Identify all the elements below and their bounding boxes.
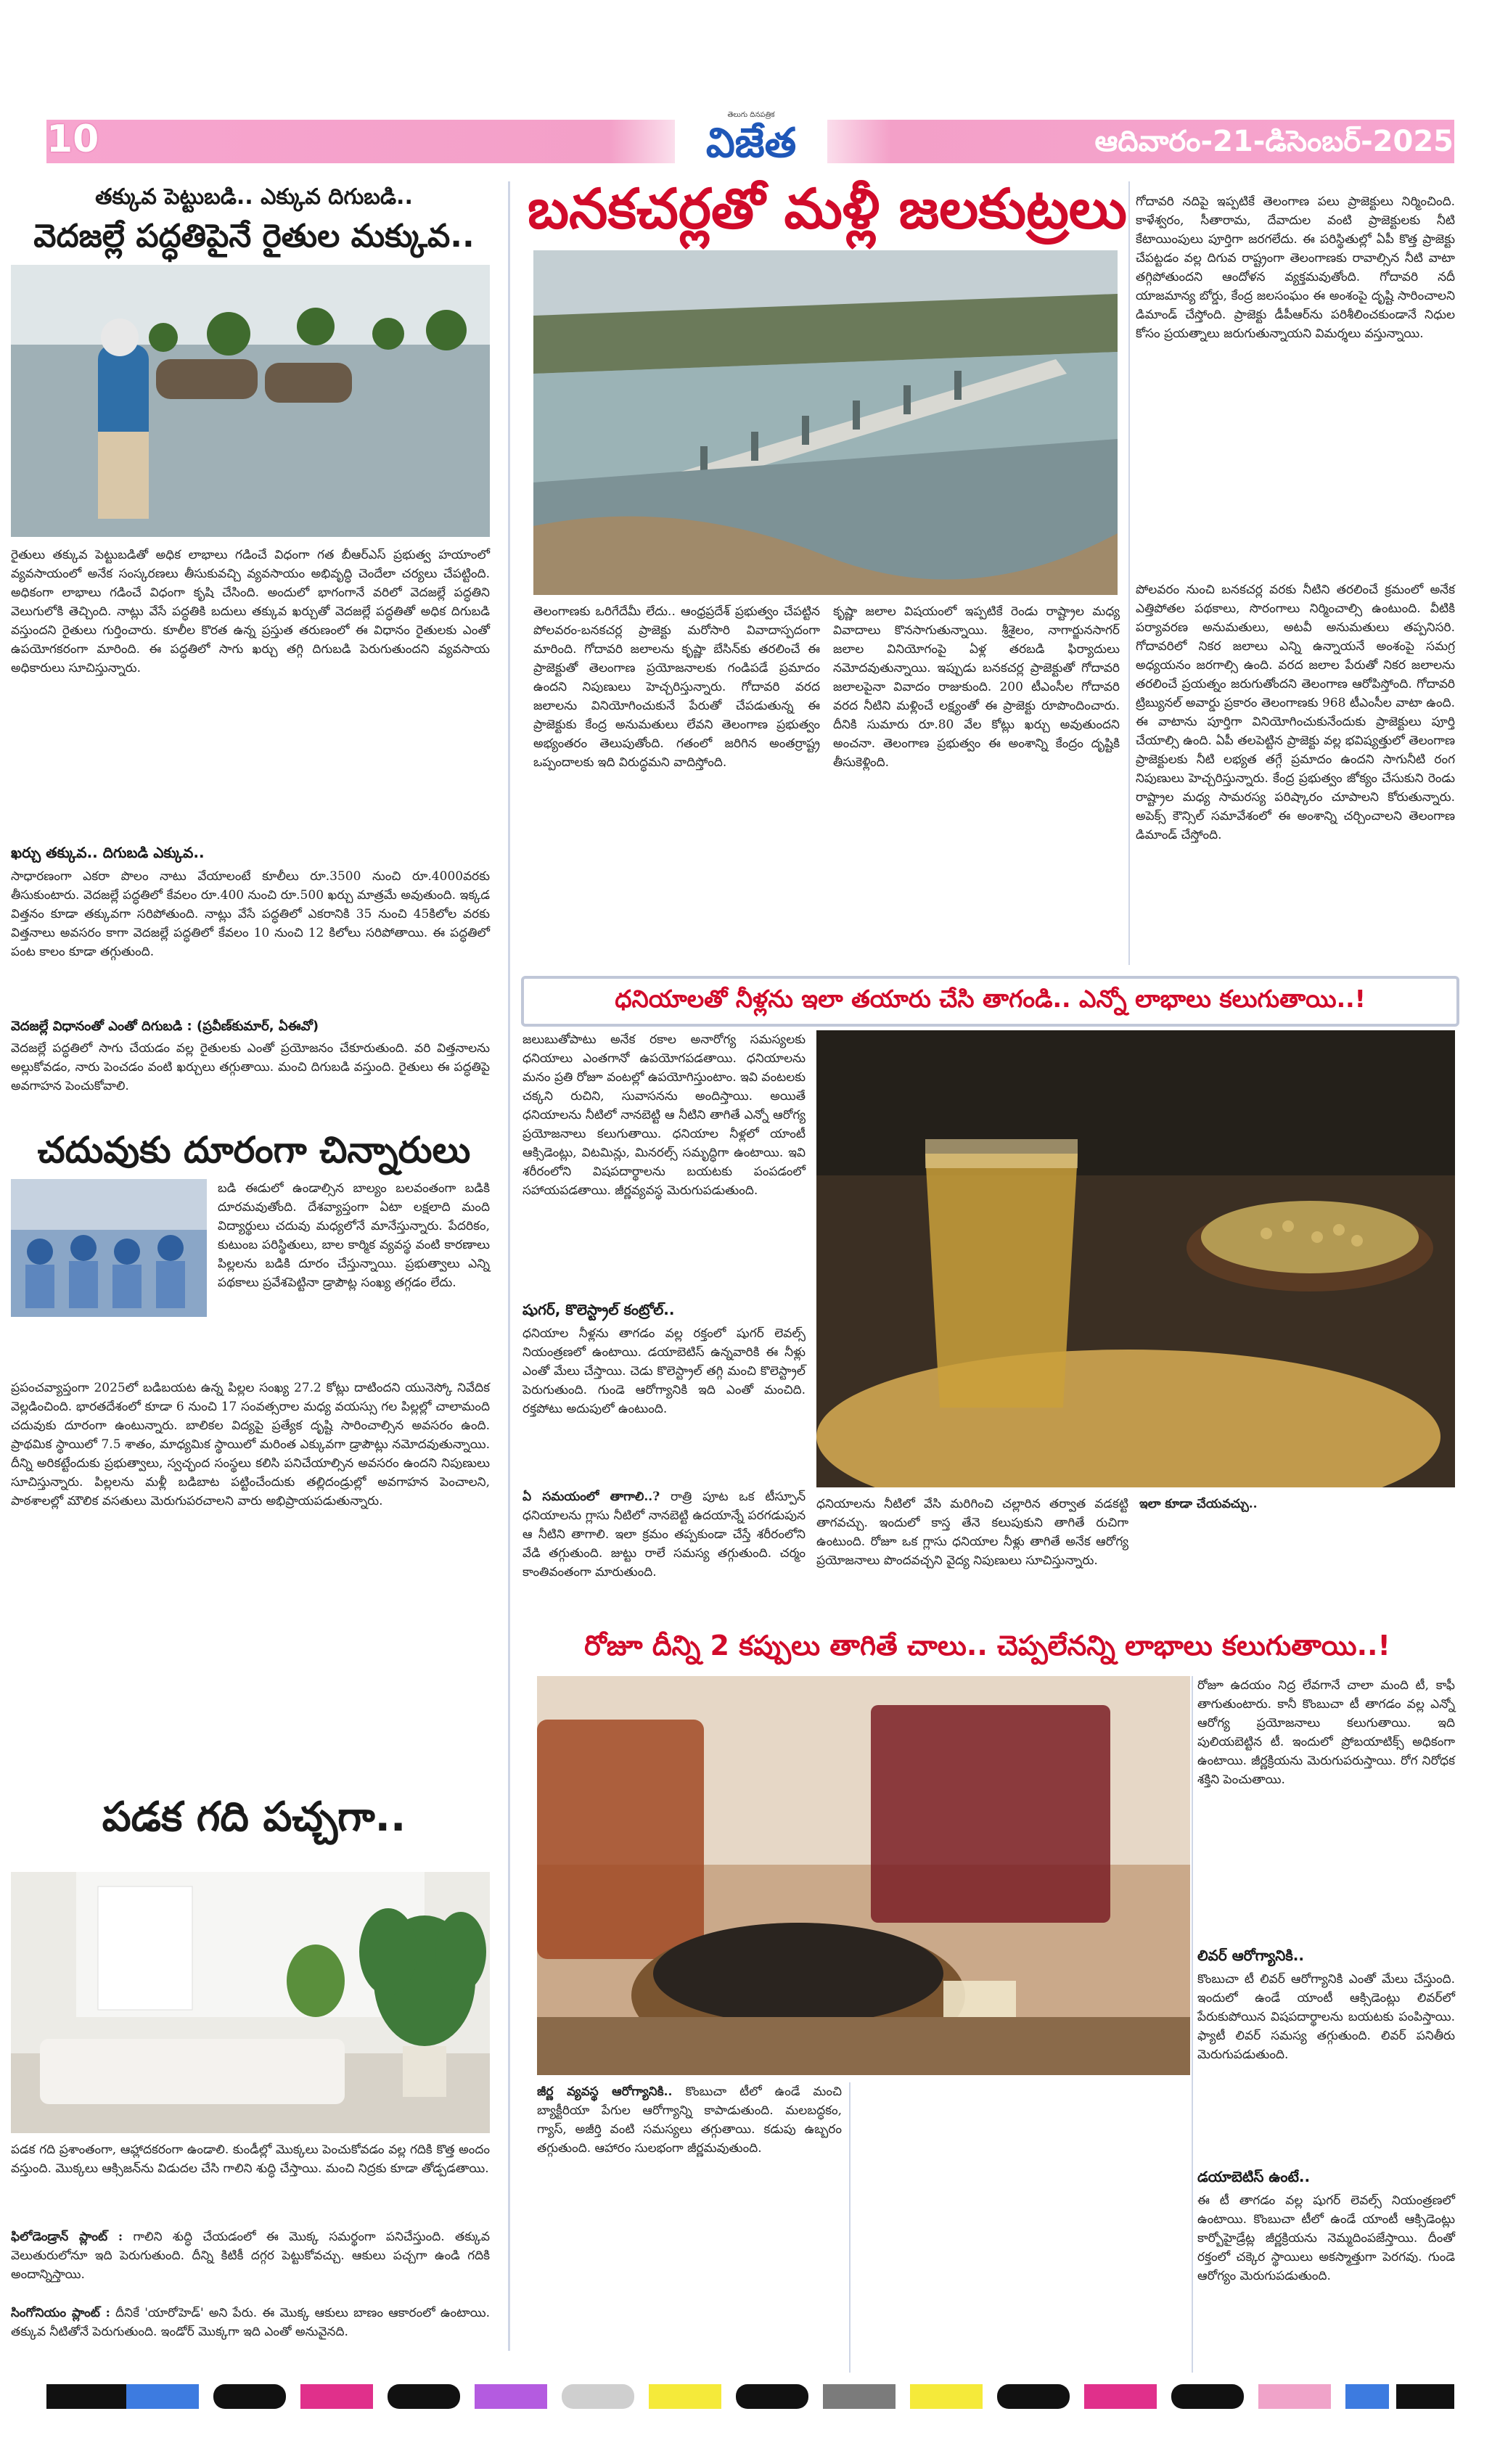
dam-photo: [533, 250, 1118, 595]
left-story1-paragraph3: వెదజల్లే పద్ధతిలో సాగు చేయడం వల్ల రైతులకు ఎంతో ప్రయోజనం చేకూరుతుంది. వరి విత్తనాలను అల్లుకోవడం, నారు పెంచడం వంటి ఖర్చులు తగ్గుతాయి. మంచి దిగుబడి వస్తుంది. రైతులు ఈ పద్ధతిపై అవగాహన పెంచుకోవాలి.: [11, 1041, 490, 1093]
coriander-paragraph3: రాత్రి పూట ఒక టీస్పూన్ ధనియాలను గ్లాసు నీటిలో నానబెట్టి ఉదయాన్నే పరగడుపున ఆ నీటిని తాగాలి. ఇలా క్రమం తప్పకుండా చేస్తే శరీరంలోని వేడి తగ్గుతుంది. జుట్టు రాలే సమస్య తగ్గుతుంది. చర్మం కాంతివంతంగా మారుతుంది.: [522, 1490, 806, 1580]
kombucha-sub1: జీర్ణ వ్యవస్థ ఆరోగ్యానికి..: [537, 2085, 673, 2099]
left-story1-sub1: ఖర్చు తక్కువ.. దిగుబడి ఎక్కువ..: [11, 844, 205, 861]
kombucha-text-overflow: [856, 2082, 1187, 2373]
masthead-title: విజేత: [705, 120, 797, 167]
left-story1-kicker: తక్కువ పెట్టుబడి.. ఎక్కువ దిగుబడి..: [95, 184, 413, 210]
coriander-banner: [521, 976, 1459, 1027]
kombucha-paragraph1: రోజూ ఉదయం నిద్ర లేవగానే చాలా మంది టీ, కాఫీ తాగుతుంటారు. కానీ కొంబుచా టీ తాగడం వల్ల ఎన్నో ఆరోగ్య ప్రయోజనాలు కలుగుతాయి. ఇది పులియబెట్టిన టీ. ఇందులో ప్రోబయాటిక్స్ అధికంగా ఉంటాయి. జీర్ణక్రియను మెరుగుపరుస్తాయి. రోగ నిరోధక శక్తిని పెంచుతాయి.: [1197, 1678, 1455, 1787]
classroom-photo: [11, 1179, 207, 1317]
coriander-paragraph1: జలుబుతోపాటు అనేక రకాల అనారోగ్య సమస్యలకు ధనియాలు ఎంతగానో ఉపయోగపడతాయి. ధనియాలను మనం ప్రతి రోజూ వంటల్లో ఉపయోగిస్తుంటాం. ఇవి వంటలకు చక్కని రుచిని, సువాసనను అందిస్తాయి. అయితే ధనియాలను నీటిలో నానబెట్టి ఆ నీటిని తాగితే ఎన్నో ఆరోగ్య ప్రయోజనాలు కలుగుతాయి. ధనియాల నీళ్లలో యాంటీ ఆక్సిడెంట్లు, విటమిన్లు, మినరల్స్ సమృద్ధిగా ఉంటాయి. ఇవి శరీరంలోని విషపదార్థాలను బయటకు పంపడంలో సహాయపడతాయి. జీర్ణవ్యవస్థ మెరుగుపడుతుంది.: [522, 1032, 806, 1198]
rice-farming-photo: [11, 265, 490, 537]
left-story1-paragraph1: రైతులు తక్కువ పెట్టుబడితో అధిక లాభాలు గడించే విధంగా గత బీఆర్ఎస్ ప్రభుత్వ హయాంలో వ్యవసాయంలో అనేక సంస్కరణలు తీసుకువచ్చి వ్యవసాయం అభివృద్ధి చెందేలా చర్యలు చేపట్టింది. అధికంగా లాభాలు గడించే విధంగా కృషి చేసింది. అందులో భాగంగానే వరిలో వెదజల్లే పద్ధతిని వెలుగులోకి తెచ్చింది. నాట్లు వేసే పద్ధతికి బదులు తక్కువ ఖర్చుతో వెదజల్లే పద్ధతితో అధిక దిగుబడి వస్తుందని రైతులు గుర్తించారు. కూలీల కొరత ఉన్న ప్రస్తుత తరుణంలో ఈ విధానం రైతులకు ఎంతో ఉపయోగకరంగా మారింది. ఈ పద్ధతిలో సాగు ఖర్చు తగ్గి దిగుబడి పెరుగుతుందని వ్యవసాయ అధికారులు సూచిస్తున్నారు.: [11, 548, 490, 675]
page-header: [0, 0, 1500, 181]
left-story3-sub1: ఫిలోడెండ్రాన్ ప్లాంట్ :: [11, 2230, 123, 2244]
kombucha-sub3: డయాబెటిస్ ఉంటే..: [1197, 2168, 1311, 2185]
print-registration-bar: [46, 2384, 1454, 2409]
masthead-logo: [675, 107, 827, 176]
left-story1-paragraph2: సాధారణంగా ఎకరా పొలం నాటు వేయాలంటే కూలీలు రూ.3500 నుంచి రూ.4000వరకు తీసుకుంటారు. వెదజల్లే పద్ధతిలో కేవలం రూ.400 నుంచి రూ.500 ఖర్చు మాత్రమే అవుతుంది. ఇక్కడ విత్తనం కూడా తక్కువగా సరిపోతుంది. నాట్లు వేసే పద్ధతిలో ఎకరానికి 35 నుంచి 45కిలోల వరకు విత్తనాలు అవసరం కాగా వెదజల్లే పద్ధతిలో కేవలం 10 నుంచి 12 కిలోలు సరిపోతాయి. ఈ పద్ధతిలో పంట కాలం కూడా తగ్గుతుంది.: [11, 869, 490, 959]
coriander-paragraph2: ధనియాల నీళ్లను తాగడం వల్ల రక్తంలో షుగర్ లెవల్స్ నియంత్రణలో ఉంటాయి. డయాబెటిస్ ఉన్నవారికి ఈ నీళ్లు ఎంతో మేలు చేస్తాయి. చెడు కొలెస్ట్రాల్ తగ్గి మంచి కొలెస్ట్రాల్ పెరుగుతుంది. గుండె ఆరోగ్యానికి ఇది ఎంతో మంచిది. రక్తపోటు అదుపులో ఉంటుంది.: [522, 1326, 806, 1416]
left-story3-headline: పడక గది పచ్చగా..: [102, 1794, 406, 1841]
left-story3-sub2: సింగోనియం ప్లాంట్ :: [11, 2306, 110, 2320]
coriander-sub3: ఇలా కూడా చేయవచ్చు..: [1139, 1497, 1258, 1511]
coriander-headline: ధనియాలతో నీళ్లను ఇలా తయారు చేసి తాగండి.. ఎన్నో లాభాలు కలుగుతాయి..!: [615, 985, 1366, 1013]
main-story-headline: బనకచర్లతో మళ్లీ జలకుట్రలు: [528, 176, 1127, 241]
coriander-paragraph4: ధనియాలను నీటిలో వేసి మరిగించి చల్లారిన తర్వాత వడకట్టి తాగవచ్చు. ఇందులో కాస్త తేనె కలుపుకుని తాగితే రుచిగా ఉంటుంది. రోజూ ఒక గ్లాసు ధనియాల నీళ్లు తాగితే అనేక ఆరోగ్య ప్రయోజనాలు పొందవచ్చని వైద్య నిపుణులు సూచిస్తున్నారు.: [816, 1497, 1128, 1568]
left-story1-headline: వెదజల్లే పద్ధతిపైనే రైతుల మక్కువ..: [33, 218, 475, 255]
left-story2-paragraph1: బడి ఈడులో ఉండాల్సిన బాల్యం బలవంతంగా బడికి దూరమవుతోంది. దేశవ్యాప్తంగా ఏటా లక్షలాది మంది విద్యార్థులు చదువు మధ్యలోనే మానేస్తున్నారు. పేదరికం, కుటుంబ పరిస్థితులు, బాల కార్మిక వ్యవస్థ వంటి కారణాలు పిల్లలను బడికి దూరం చేస్తున్నాయి. ప్రభుత్వాలు ఎన్ని పథకాలు ప్రవేశపెట్టినా డ్రాపౌట్ల సంఖ్య తగ్గడం లేదు.: [218, 1181, 490, 1290]
left-story1-sub2: వెదజల్లే విధానంతో ఎంతో దిగుబడి : (ప్రవీణ్‌కుమార్, ఏఈవో): [11, 1019, 319, 1034]
main-story-paragraph1: తెలంగాణకు ఒరిగేదేమీ లేదు.. ఆంధ్రప్రదేశ్ ప్రభుత్వం చేపట్టిన పోలవరం-బనకచర్ల ప్రాజెక్టు మరోసారి వివాదాస్పదంగా మారింది. గోదావరి జలాలను కృష్ణా బేసిన్‌కు తరలించే ఈ ప్రాజెక్టుతో తెలంగాణ ప్రయోజనాలకు గండిపడే ప్రమాదం ఉందని నిపుణులు హెచ్చరిస్తున్నారు. గోదావరి వరద జలాలను వినియోగించుకునే పేరుతో చేపడుతున్న ఈ ప్రాజెక్టుకు కేంద్ర అనుమతులు లేవని తెలంగాణ ప్రభుత్వం అభ్యంతరం తెలుపుతోంది. గతంలో జరిగిన అంతర్రాష్ట్ర ఒప్పందాలకు ఇది విరుద్ధమని వాదిస్తోంది.: [533, 604, 820, 770]
left-story3-paragraph2: గాలిని శుద్ధి చేయడంలో ఈ మొక్క సమర్థంగా పనిచేస్తుంది. తక్కువ వెలుతురులోనూ ఇది పెరుగుతుంది. దీన్ని కిటికీ దగ్గర పెట్టుకోవచ్చు. ఆకులు పచ్చగా ఉండి గదికి అందాన్నిస్తాయి.: [11, 2230, 491, 2282]
column-divider: [508, 181, 510, 2351]
main-story-paragraph4: పోలవరం నుంచి బనకచర్ల వరకు నీటిని తరలించే క్రమంలో అనేక ఎత్తిపోతల పథకాలు, సొరంగాలు నిర్మించాల్సి ఉంటుంది. వీటికి పర్యావరణ అనుమతులు, అటవీ అనుమతులు తప్పనిసరి. గోదావరిలో నికర జలాలు ఎన్ని ఉన్నాయనే అంశంపై సమగ్ర అధ్యయనం జరగాల్సి ఉంది. వరద జలాల పేరుతో నికర జలాలను తరలించే ప్రయత్నం జరుగుతోందని తెలంగాణ ఆరోపిస్తోంది. గోదావరి ట్రిబ్యునల్ అవార్డు ప్రకారం తెలంగాణకు 968 టీఎంసీల వాటా ఉంది. ఈ వాటాను పూర్తిగా వినియోగించుకునేందుకు ప్రాజెక్టులు పూర్తి చేయాల్సి ఉంది. ఏపీ తలపెట్టిన ప్రాజెక్టు వల్ల భవిష్యత్తులో తెలంగాణ ప్రాజెక్టులకు నీటి లభ్యత తగ్గే ప్రమాదం ఉందని సాగునీటి రంగ నిపుణులు హెచ్చరిస్తున్నారు. కేంద్ర ప్రభుత్వం జోక్యం చేసుకుని రెండు రాష్ట్రాల మధ్య సామరస్య పరిష్కారం చూపాలని కోరుతున్నారు. అపెక్స్ కౌన్సిల్ సమావేశంలో ఈ అంశాన్ని చర్చించాలని తెలంగాణ డిమాండ్ చేస్తోంది.: [1136, 583, 1455, 842]
main-inner-divider: [1128, 181, 1130, 965]
kombucha-sub2: లివర్ ఆరోగ్యానికి..: [1197, 1947, 1304, 1964]
main-story-paragraph3: కృష్ణా జలాల విషయంలో ఇప్పటికే రెండు రాష్ట్రాల మధ్య వివాదాలు కొనసాగుతున్నాయి. శ్రీశైలం, నాగార్జునసాగర్ జలాల వినియోగంపై ఏళ్ల తరబడి ఫిర్యాదులు నమోదవుతున్నాయి. ఇప్పుడు బనకచర్ల ప్రాజెక్టుతో గోదావరి జలాలపైనా వివాదం రాజుకుంది. 200 టీఎంసీల గోదావరి వరద నీటిని మళ్లించే లక్ష్యంతో ఈ ప్రాజెక్టు రూపొందించారు. దీనికి సుమారు రూ.80 వేల కోట్లు ఖర్చు అవుతుందని అంచనా. తెలంగాణ ప్రభుత్వం ఈ అంశాన్ని కేంద్రం దృష్టికి తీసుకెళ్లింది.: [833, 604, 1120, 770]
kombucha-right-divider: [1192, 1676, 1193, 2373]
coriander-sub2: ఏ సమయంలో తాగాలి..?: [522, 1490, 660, 1504]
page-number: 10: [46, 118, 99, 161]
masthead-tag: తెలుగు దినపత్రిక: [727, 111, 775, 119]
kombucha-paragraph4: ఈ టీ తాగడం వల్ల షుగర్ లెవల్స్ నియంత్రణలో ఉంటాయి. కొంబుచా టీలో ఉండే యాంటీ ఆక్సిడెంట్లు కార్బోహైడ్రేట్ల జీర్ణక్రియను నెమ్మదింపజేస్తాయి. దీంతో రక్తంలో చక్కెర స్థాయిలు అకస్మాత్తుగా పెరగవు. గుండె ఆరోగ్యం మెరుగుపడుతుంది.: [1197, 2193, 1455, 2283]
coriander-para-right-wrap: [1139, 1495, 1451, 1618]
kombucha-inner-divider: [849, 2082, 851, 2373]
coriander-sub1: షుగర్, కొలెస్ట్రాల్ కంట్రోల్..: [522, 1301, 675, 1318]
left-story2-headline: చదువుకు దూరంగా చిన్నారులు: [37, 1129, 471, 1171]
left-story2-paragraph2: ప్రపంచవ్యాప్తంగా 2025లో బడిబయట ఉన్న పిల్లల సంఖ్య 27.2 కోట్లు దాటిందని యునెస్కో నివేదిక వెల్లడించింది. భారతదేశంలో కూడా 6 నుంచి 17 సంవత్సరాల మధ్య వయస్సు గల పిల్లల్లో చాలామంది చదువుకు దూరంగా ఉంటున్నారు. బాలికల విద్యపై ప్రత్యేక దృష్టి సారించాల్సిన అవసరం ఉంది. ప్రాథమిక స్థాయిలో 7.5 శాతం, మాధ్యమిక స్థాయిలో మరింత ఎక్కువగా డ్రాపౌట్లు నమోదవుతున్నాయి. దీన్ని అరికట్టేందుకు ప్రభుత్వాలు, స్వచ్ఛంద సంస్థలు కలిసి పనిచేయాల్సిన అవసరం ఉందని నిపుణులు సూచిస్తున్నారు. పిల్లలను మళ్లీ బడిబాట పట్టించేందుకు తల్లిదండ్రుల్లో అవగాహన పెంచాలని, పాఠశాలల్లో మౌలిక వసతులు మెరుగుపరచాలని వారు అభిప్రాయపడుతున్నారు.: [11, 1381, 490, 1508]
left-story3-paragraph1: పడక గది ప్రశాంతంగా, ఆహ్లాదకరంగా ఉండాలి. కుండీల్లో మొక్కలు పెంచుకోవడం వల్ల గదికి కొత్త అందం వస్తుంది. మొక్కలు ఆక్సిజన్‌ను విడుదల చేసి గాలిని శుద్ధి చేస్తాయి. మంచి నిద్రకు కూడా తోడ్పడతాయి.: [11, 2143, 490, 2176]
left-story3-paragraph3: దీనికే 'యారోహెడ్' అని పేరు. ఈ మొక్క ఆకులు బాణం ఆకారంలో ఉంటాయి. తక్కువ నీటితోనే పెరుగుతుంది. ఇండోర్ మొక్కగా ఇది ఎంతో అనువైనది.: [11, 2306, 490, 2339]
main-story-paragraph2: గోదావరి నదిపై ఇప్పటికే తెలంగాణ పలు ప్రాజెక్టులు నిర్మించింది. కాళేశ్వరం, సీతారామ, దేవాదుల వంటి ప్రాజెక్టులకు నీటి కేటాయింపులు పూర్తిగా జరగలేదు. ఈ పరిస్థితుల్లో ఏపీ కొత్త ప్రాజెక్టు చేపట్టడం వల్ల దిగువ రాష్ట్రంగా తెలంగాణకు రావాల్సిన నీటి వాటా తగ్గిపోతుందని ఆందోళన వ్యక్తమవుతోంది. గోదావరి నదీ యాజమాన్య బోర్డు, కేంద్ర జలసంఘం ఈ అంశంపై దృష్టి సారించాలని డిమాండ్ చేస్తోంది. ప్రాజెక్టు డీపీఆర్‌ను పరిశీలించకుండానే నిధుల కోసం ప్రయత్నాలు జరుగుతున్నాయని విమర్శలు వస్తున్నాయి.: [1136, 194, 1455, 341]
kombucha-paragraph2: కొంబుచా టీలో ఉండే మంచి బ్యాక్టీరియా పేగుల ఆరోగ్యాన్ని కాపాడుతుంది. మలబద్ధకం, గ్యాస్, అజీర్తి వంటి సమస్యలు తగ్గుతాయి. కడుపు ఉబ్బరం తగ్గుతుంది. ఆహారం సులభంగా జీర్ణమవుతుంది.: [537, 2085, 843, 2156]
left-story3-para2-wrap: [11, 2227, 490, 2307]
kombucha-paragraph2-wrap: [537, 2082, 842, 2373]
left-story3-para3-wrap: [11, 2304, 490, 2376]
kombucha-headline: రోజూ దీన్ని 2 కప్పులు తాగితే చాలు.. చెప్పలేనన్ని లాభాలు కలుగుతాయి..!: [584, 1630, 1390, 1662]
kombucha-paragraph3: కొంబుచా టీ లివర్ ఆరోగ్యానికి ఎంతో మేలు చేస్తుంది. ఇందులో ఉండే యాంటీ ఆక్సిడెంట్లు లివర్‌లో పేరుకుపోయిన విషపదార్థాలను బయటకు పంపిస్తాయి. ఫ్యాటీ లివర్ సమస్య తగ్గుతుంది. లివర్ పనితీరు మెరుగుపడుతుంది.: [1197, 1972, 1455, 2062]
issue-date: ఆదివారం-21-డిసెంబర్-2025: [1094, 125, 1454, 158]
kombucha-photo: [537, 1676, 1190, 2075]
coriander-para3-wrap: [522, 1487, 806, 1618]
coriander-water-photo: [816, 1030, 1455, 1487]
bedroom-plants-photo: [11, 1872, 490, 2133]
